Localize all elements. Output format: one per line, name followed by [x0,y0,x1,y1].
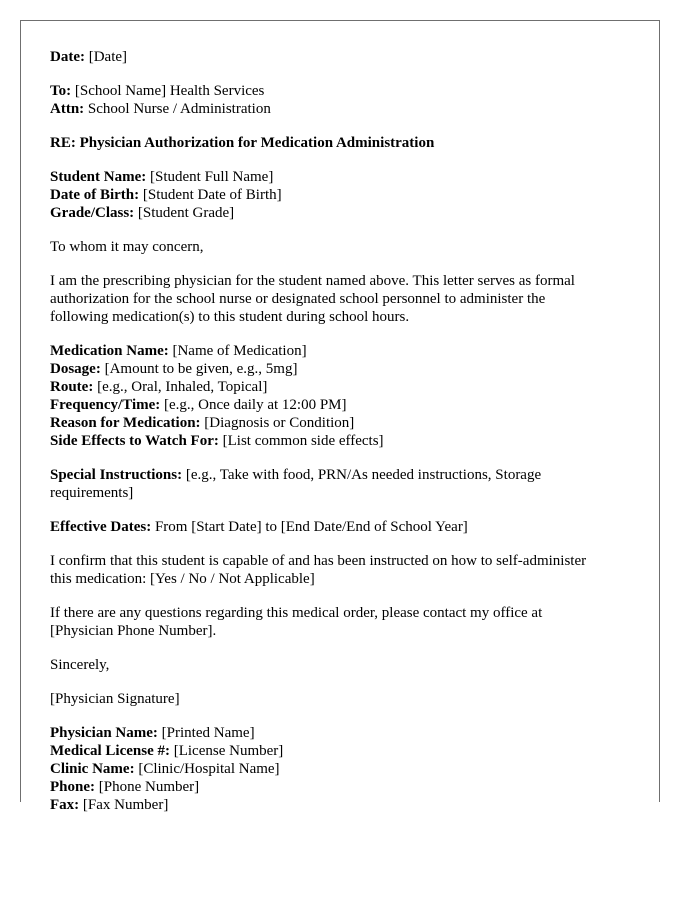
reason-line [50,414,630,432]
special-instructions-line [50,466,630,484]
fax-value: [Fax Number] [79,797,169,813]
medication-name-label: Medication Name: [50,343,169,359]
student-info-block [50,168,630,222]
student-dob-label: Date of Birth: [50,187,140,203]
self-admin-line: I confirm that this student is capable of and has been instructed on how to self-administer [50,553,587,569]
fax-label: Fax: [50,797,80,813]
attn-value: School Nurse / Administration [84,101,271,117]
phone-label: Phone: [50,779,95,795]
contact-line: [Physician Phone Number]. [50,623,217,639]
dosage-label: Dosage: [50,361,101,377]
dosage-line [50,360,630,378]
student-name-value: [Student Full Name] [146,169,274,185]
effective-dates-label: Effective Dates: [50,519,152,535]
medication-name-value: [Name of Medication] [168,343,307,359]
date-value: [Date] [84,49,128,65]
recipient-block [50,82,630,118]
date-line [50,48,630,66]
letter-page [20,20,660,813]
route-line [50,378,630,396]
side-effects-line [50,432,630,450]
subject-line: RE: Physician Authorization for Medication Administration [50,135,435,151]
license-value: [License Number] [169,743,284,759]
self-admin-line: this medication: [Yes / No / Not Applicable] [50,571,315,587]
phone-line [50,778,630,796]
phone-value: [Phone Number] [95,779,200,795]
closing: Sincerely, [50,657,110,673]
physician-name-line [50,724,630,742]
student-grade-value: [Student Grade] [134,205,235,221]
frequency-value: [e.g., Once daily at 12:00 PM] [160,397,347,413]
to-value: [School Name] Health Services [71,83,265,99]
date-label: Date: [50,49,85,65]
side-effects-value: [List common side effects] [218,433,384,449]
medication-block [50,342,630,450]
to-line [50,82,630,100]
to-label: To: [50,83,72,99]
student-grade-line [50,204,630,222]
attn-line [50,100,630,118]
license-line [50,742,630,760]
clinic-line [50,760,630,778]
salutation: To whom it may concern, [50,239,204,255]
intro-line: following medication(s) to this student during school hours. [50,309,410,325]
special-instructions-block [50,466,630,502]
attn-label: Attn: [50,101,85,117]
self-administration-paragraph [50,552,630,588]
intro-line: authorization for the school nurse or designated school personnel to administer the [50,291,546,307]
intro-paragraph [50,272,630,326]
route-value: [e.g., Oral, Inhaled, Topical] [93,379,268,395]
frequency-label: Frequency/Time: [50,397,161,413]
effective-dates-value: From [Start Date] to [End Date/End of School Year] [151,519,468,535]
special-instructions-value: [e.g., Take with food, PRN/As needed instructions, Storage [182,467,542,483]
medication-name-line [50,342,630,360]
special-instructions-continuation: requirements] [50,485,134,501]
license-label: Medical License #: [50,743,170,759]
physician-name-value: [Printed Name] [157,725,255,741]
signature-placeholder: [Physician Signature] [50,691,180,707]
student-name-label: Student Name: [50,169,147,185]
student-dob-line [50,186,630,204]
student-grade-label: Grade/Class: [50,205,135,221]
reason-label: Reason for Medication: [50,415,201,431]
route-label: Route: [50,379,94,395]
effective-dates-line [50,518,630,536]
side-effects-label: Side Effects to Watch For: [50,433,219,449]
student-dob-value: [Student Date of Birth] [139,187,282,203]
frequency-line [50,396,630,414]
reason-value: [Diagnosis or Condition] [200,415,355,431]
special-instructions-label: Special Instructions: [50,467,183,483]
clinic-label: Clinic Name: [50,761,135,777]
fax-line [50,796,630,814]
student-name-line [50,168,630,186]
letter-content [21,21,659,814]
physician-name-label: Physician Name: [50,725,158,741]
dosage-value: [Amount to be given, e.g., 5mg] [100,361,298,377]
physician-info-block [50,724,630,814]
intro-line: I am the prescribing physician for the student named above. This letter serves as formal [50,273,575,289]
clinic-value: [Clinic/Hospital Name] [134,761,280,777]
contact-line: If there are any questions regarding this medical order, please contact my office at [50,605,543,621]
contact-paragraph [50,604,630,640]
